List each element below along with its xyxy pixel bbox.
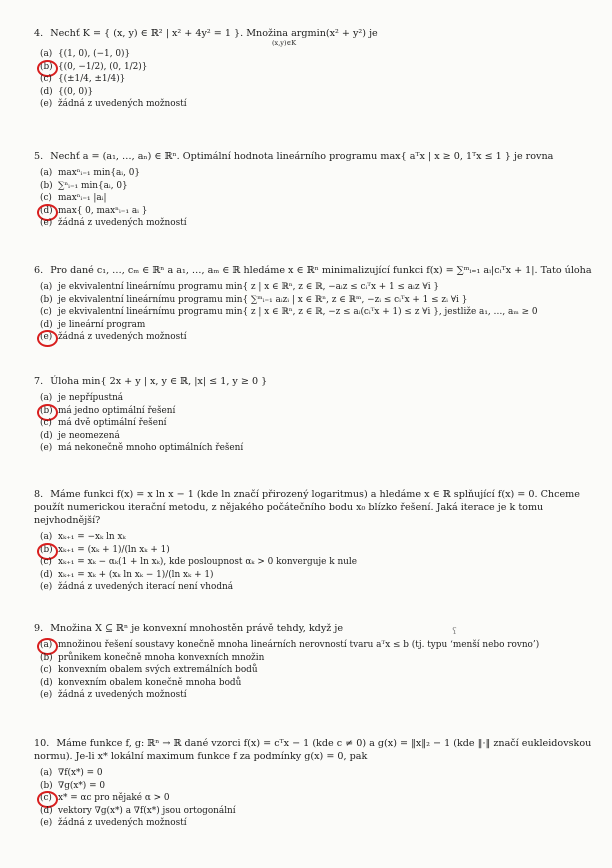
option-text: xₖ₊₁ = xₖ − αₖ(1 + ln xₖ), kde posloupnost αₖ > 0 konverguje k nule bbox=[58, 557, 357, 568]
option-text: xₖ₊₁ = −xₖ ln xₖ bbox=[58, 532, 126, 542]
option-text: má dvě optimální řešení bbox=[58, 418, 167, 429]
option-text: konvexním obalem konečně mnoha bodů bbox=[58, 677, 242, 688]
option-label: (c) bbox=[40, 557, 52, 568]
option-label: (c) bbox=[40, 793, 52, 804]
option-text: množinou řešení soustavy konečně mnoha lineárních nerovností tvaru aᵀx ≤ b (tj. typu ‘menší nebo rovno’) bbox=[58, 640, 540, 650]
option-a[interactable] bbox=[34, 281, 594, 294]
option-c[interactable] bbox=[34, 792, 594, 805]
question-text bbox=[34, 737, 594, 763]
option-c[interactable] bbox=[34, 306, 594, 319]
option-label: (e) bbox=[40, 690, 53, 701]
option-e[interactable] bbox=[34, 442, 594, 455]
option-d[interactable] bbox=[34, 319, 594, 332]
option-label: (b) bbox=[40, 61, 53, 72]
option-text: žádná z uvedených možností bbox=[58, 218, 187, 229]
option-label: (e) bbox=[40, 218, 53, 229]
question-number: 6. bbox=[34, 265, 44, 276]
option-text: má jedno optimální řešení bbox=[58, 405, 176, 416]
option-text: xₖ₊₁ = (xₖ + 1)/(ln xₖ + 1) bbox=[58, 544, 170, 555]
option-a[interactable] bbox=[34, 392, 594, 405]
option-label: (d) bbox=[40, 86, 53, 97]
option-text: ∇g(x*) = 0 bbox=[58, 780, 105, 791]
option-d[interactable] bbox=[34, 86, 594, 99]
option-text: konvexním obalem svých extremálních bodů bbox=[58, 665, 258, 676]
question-number: 7. bbox=[34, 376, 44, 387]
option-b[interactable] bbox=[34, 652, 594, 665]
answer-mark-circle bbox=[37, 330, 58, 347]
option-label: (e) bbox=[40, 818, 53, 829]
option-text: x* = αc pro nějaké α > 0 bbox=[58, 793, 170, 804]
option-text: má nekonečně mnoho optimálních řešení bbox=[58, 443, 244, 454]
question-statement: Nechť a = (a₁, …, aₙ) ∈ ℝⁿ. Optimální hodnota lineárního programu max{ aᵀx | x ≥ 0, 1ᵀx ≤ 1 } je rovna bbox=[50, 151, 554, 162]
option-text: {(±1/4, ±1/4)} bbox=[58, 74, 126, 85]
question-10 bbox=[34, 737, 594, 830]
option-label: (c) bbox=[40, 307, 52, 318]
option-text: průnikem konečně mnoha konvexních množin bbox=[58, 652, 265, 663]
question-9 bbox=[34, 622, 594, 702]
option-a[interactable] bbox=[34, 167, 594, 180]
option-text: max{ 0, maxⁿᵢ₌₁ aᵢ } bbox=[58, 205, 148, 216]
question-statement: Úloha min{ 2x + y | x, y ∈ ℝ, |x| ≤ 1, y ≥ 0 } bbox=[50, 376, 268, 387]
option-label: (a) bbox=[40, 282, 53, 292]
option-e[interactable] bbox=[34, 331, 594, 344]
option-label: (c) bbox=[40, 418, 52, 429]
option-e[interactable] bbox=[34, 817, 594, 830]
option-b[interactable] bbox=[34, 780, 594, 793]
option-text: je nepřípustná bbox=[58, 393, 124, 403]
question-number: 8. bbox=[34, 489, 44, 500]
option-b[interactable] bbox=[34, 544, 594, 557]
question-number: 5. bbox=[34, 151, 44, 162]
option-label: (a) bbox=[40, 49, 53, 59]
question-number: 10. bbox=[34, 738, 50, 749]
question-5 bbox=[34, 150, 594, 230]
question-number: 9. bbox=[34, 623, 44, 634]
option-d[interactable] bbox=[34, 677, 594, 690]
option-d[interactable] bbox=[34, 805, 594, 818]
option-c[interactable] bbox=[34, 664, 594, 677]
question-6 bbox=[34, 264, 594, 344]
option-text: žádná z uvedených možností bbox=[58, 690, 187, 701]
option-text: je neomezená bbox=[58, 430, 120, 441]
option-a[interactable] bbox=[34, 531, 594, 544]
option-b[interactable] bbox=[34, 180, 594, 193]
option-label: (d) bbox=[40, 569, 53, 580]
option-text: žádná z uvedených možností bbox=[58, 332, 187, 343]
option-text: je lineární program bbox=[58, 319, 146, 330]
question-8 bbox=[34, 488, 594, 594]
pencil-mark: ʕ bbox=[452, 627, 457, 637]
question-text bbox=[34, 375, 594, 388]
option-label: (c) bbox=[40, 74, 52, 85]
option-label: (d) bbox=[40, 677, 53, 688]
option-text: je ekvivalentní lineárnímu programu min{ z | x ∈ ℝⁿ, z ∈ ℝ, −z ≤ aᵢ(cᵢᵀx + 1) ≤ z ∀i }, jestliže a₁, …, aₘ ≥ 0 bbox=[58, 307, 538, 318]
option-a[interactable] bbox=[34, 639, 594, 652]
option-text: {(0, 0)} bbox=[58, 86, 94, 97]
option-e[interactable] bbox=[34, 98, 594, 111]
option-e[interactable] bbox=[34, 217, 594, 230]
option-label: (d) bbox=[40, 805, 53, 816]
option-e[interactable] bbox=[34, 581, 594, 594]
option-text: je ekvivalentní lineárnímu programu min{ z | x ∈ ℝⁿ, z ∈ ℝ, −aᵢz ≤ cᵢᵀx + 1 ≤ aᵢz ∀i } bbox=[58, 282, 440, 292]
question-4 bbox=[34, 27, 594, 111]
option-label: (a) bbox=[40, 393, 53, 403]
question-statement: Nechť K = { (x, y) ∈ ℝ² | x² + 4y² = 1 }. Množina argmin(x² + y²) je bbox=[50, 28, 378, 39]
option-d[interactable] bbox=[34, 430, 594, 443]
option-text: ∇f(x*) = 0 bbox=[58, 768, 103, 778]
option-label: (d) bbox=[40, 319, 53, 330]
option-text: {(1, 0), (−1, 0)} bbox=[58, 49, 131, 59]
option-text: je ekvivalentní lineárnímu programu min{ ∑ᵐᵢ₌₁ aᵢzᵢ | x ∈ ℝⁿ, z ∈ ℝᵐ, −zᵢ ≤ cᵢᵀx + 1 ≤ zᵢ ∀i } bbox=[58, 294, 468, 305]
question-statement: Množina X ⊆ ℝⁿ je konvexní mnohostěn právě tehdy, když je bbox=[50, 623, 343, 634]
option-label: (b) bbox=[40, 780, 53, 791]
question-7 bbox=[34, 375, 594, 455]
option-text: žádná z uvedených možností bbox=[58, 818, 187, 829]
question-statement: Máme funkce f, g: ℝⁿ → ℝ dané vzorci f(x) = cᵀx − 1 (kde c ≠ 0) a g(x) = ‖x‖₂ − 1 (kde ‖·‖ značí eukleidovskou normu). Je-li x* lokální maximum funkce f za podmínky g(x) = 0, pak bbox=[34, 738, 592, 762]
option-a[interactable] bbox=[34, 767, 594, 780]
option-label: (b) bbox=[40, 652, 53, 663]
option-a[interactable] bbox=[34, 48, 594, 61]
option-c[interactable] bbox=[34, 556, 594, 569]
option-b[interactable] bbox=[34, 294, 594, 307]
option-c[interactable] bbox=[34, 417, 594, 430]
question-number: 4. bbox=[34, 28, 44, 39]
option-text: vektory ∇g(x*) a ∇f(x*) jsou ortogonální bbox=[58, 805, 236, 816]
option-label: (a) bbox=[40, 640, 53, 650]
option-label: (b) bbox=[40, 544, 53, 555]
question-text bbox=[34, 622, 594, 635]
option-label: (e) bbox=[40, 332, 53, 343]
option-label: (a) bbox=[40, 768, 53, 778]
option-d[interactable] bbox=[34, 569, 594, 582]
option-c[interactable] bbox=[34, 192, 594, 205]
question-text bbox=[34, 150, 594, 163]
option-label: (e) bbox=[40, 99, 53, 110]
option-label: (d) bbox=[40, 430, 53, 441]
option-b[interactable] bbox=[34, 61, 594, 74]
question-text bbox=[34, 488, 594, 527]
option-c[interactable] bbox=[34, 73, 594, 86]
option-label: (b) bbox=[40, 180, 53, 191]
option-text: žádná z uvedených možností bbox=[58, 99, 187, 110]
question-statement: Pro dané c₁, …, cₘ ∈ ℝⁿ a a₁, …, aₘ ∈ ℝ hledáme x ∈ ℝⁿ minimalizující funkci f(x) = ∑ᵐᵢ₌₁ aᵢ|cᵢᵀx + 1|. Tato úloha bbox=[50, 265, 592, 276]
option-label: (c) bbox=[40, 193, 52, 204]
option-label: (e) bbox=[40, 443, 53, 454]
option-text: {(0, −1/2), (0, 1/2)} bbox=[58, 61, 148, 72]
question-text bbox=[34, 264, 594, 277]
option-text: ∑ⁿᵢ₌₁ min{aᵢ, 0} bbox=[58, 180, 128, 191]
option-text: žádná z uvedených iterací není vhodná bbox=[58, 582, 234, 593]
option-e[interactable] bbox=[34, 689, 594, 702]
option-label: (e) bbox=[40, 582, 53, 593]
option-label: (b) bbox=[40, 405, 53, 416]
option-b[interactable] bbox=[34, 405, 594, 418]
option-label: (d) bbox=[40, 205, 53, 216]
option-text: xₖ₊₁ = xₖ + (xₖ ln xₖ − 1)/(ln xₖ + 1) bbox=[58, 569, 214, 580]
argmin-subscript: (x,y)∈K bbox=[272, 39, 297, 47]
option-text: maxⁿᵢ₌₁ |aᵢ| bbox=[58, 193, 107, 204]
option-label: (b) bbox=[40, 294, 53, 305]
option-text: maxⁿᵢ₌₁ min{aᵢ, 0} bbox=[58, 168, 141, 178]
question-statement: Máme funkci f(x) = x ln x − 1 (kde ln značí přirozený logaritmus) a hledáme x ∈ ℝ splňující f(x) = 0. Chceme použít numerickou iterační metodu, z nějakého počátečního bodu x₀ blízko řešení. Jaká iterace je k tomu nejvhodnější? bbox=[34, 489, 580, 526]
option-label: (c) bbox=[40, 665, 52, 676]
option-d[interactable] bbox=[34, 205, 594, 218]
option-label: (a) bbox=[40, 532, 53, 542]
question-text bbox=[34, 27, 594, 40]
option-label: (a) bbox=[40, 168, 53, 178]
